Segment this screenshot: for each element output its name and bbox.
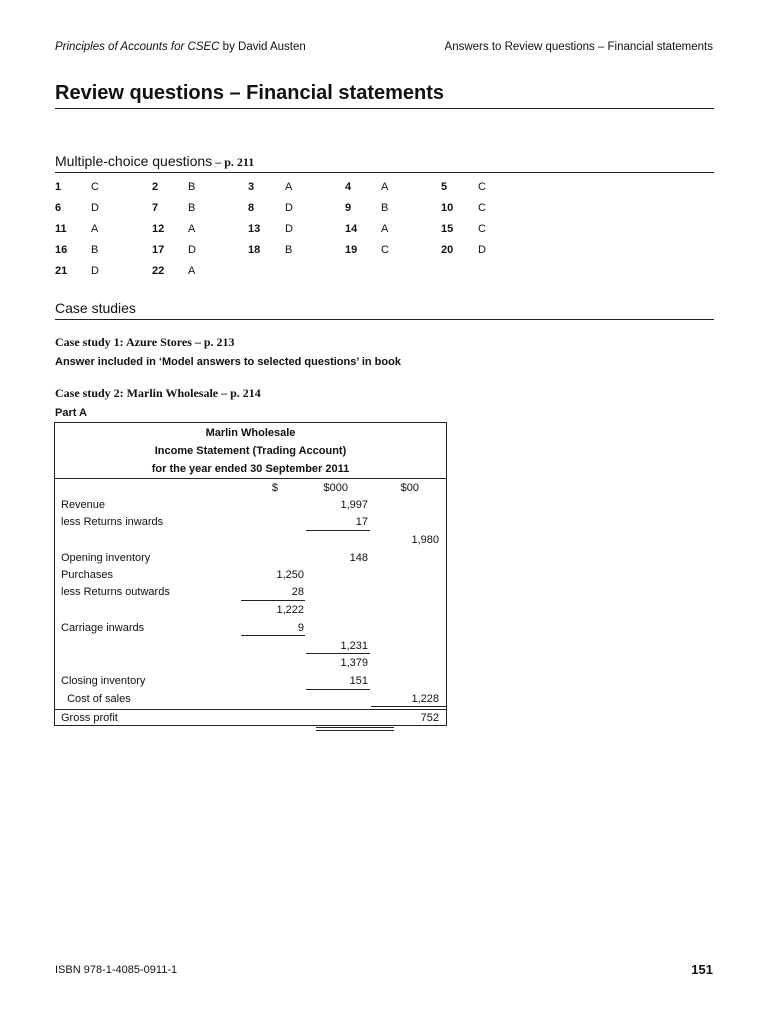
underline-closing-inventory [306, 689, 370, 690]
question-number: 7 [152, 202, 159, 214]
row-revenue-col2: 1,997 [340, 499, 368, 511]
answer-letter: C [381, 244, 389, 256]
row-label-closing-inventory: Closing inventory [61, 675, 146, 687]
case-study-1-note: Answer included in ‘Model answers to selected questions’ in book [55, 356, 401, 368]
question-number: 4 [345, 181, 352, 193]
case-study-1-title: Case study 1: Azure Stores – p. 213 [55, 335, 235, 349]
row-gross-profit-col3: 752 [420, 712, 439, 724]
question-number: 11 [55, 223, 67, 235]
answer-letter: D [478, 244, 486, 256]
question-number: 8 [248, 202, 255, 214]
question-number: 12 [152, 223, 165, 235]
row-net-purchases-col1: 1,222 [276, 604, 304, 616]
row-purchases-col1: 1,250 [276, 569, 304, 581]
answer-letter: A [188, 265, 196, 277]
row-label-returns-inwards: less Returns inwards [61, 516, 164, 528]
row-purchases-total-col2: 1,231 [340, 640, 368, 652]
answer-letter: C [478, 181, 486, 193]
col-header-hundreds: $00 [400, 482, 419, 494]
answer-letter: B [188, 202, 196, 214]
answer-letter: D [285, 202, 293, 214]
answer-letter: D [91, 202, 99, 214]
mcq-row [55, 181, 714, 202]
statement-period: for the year ended 30 September 2011 [151, 463, 350, 475]
question-number: 14 [345, 223, 358, 235]
book-title: Principles of Accounts for CSEC [55, 41, 220, 53]
running-header-right: Answers to Review questions – Financial statements [444, 41, 713, 53]
underline-cost-of-sales [371, 706, 447, 707]
title-rule [55, 108, 714, 109]
answer-letter: C [478, 202, 486, 214]
question-number: 6 [55, 202, 62, 214]
underline-returns-inwards [306, 530, 370, 531]
answer-letter: B [188, 181, 196, 193]
answer-letter: A [381, 223, 389, 235]
row-label-purchases: Purchases [61, 569, 113, 581]
answer-letter: A [91, 223, 99, 235]
row-cost-of-sales-col3: 1,228 [411, 693, 439, 705]
case-studies-rule [55, 319, 714, 320]
question-number: 18 [248, 244, 261, 256]
row-returns-inwards-col2: 17 [355, 516, 368, 528]
row-label-cost-of-sales: Cost of sales [61, 693, 131, 705]
question-number: 20 [441, 244, 454, 256]
answer-letter: B [381, 202, 389, 214]
row-net-revenue-col3: 1,980 [411, 534, 439, 546]
page-title: Review questions – Financial statements [55, 82, 445, 104]
mcq-row [55, 244, 714, 265]
row-carriage-inwards-col1: 9 [297, 622, 304, 634]
mcq-row [55, 223, 714, 244]
answer-letter: D [188, 244, 196, 256]
row-label-gross-profit: Gross profit [61, 712, 118, 724]
question-number: 2 [152, 181, 159, 193]
income-statement [54, 422, 447, 726]
underline-carriage-inwards [241, 635, 305, 636]
question-number: 5 [441, 181, 448, 193]
question-number: 10 [441, 202, 454, 214]
answer-letter: C [478, 223, 486, 235]
col-header-thousands: $000 [323, 482, 348, 494]
row-label-opening-inventory: Opening inventory [61, 552, 151, 564]
question-number: 22 [152, 265, 165, 277]
row-goods-available-col2: 1,379 [340, 657, 368, 669]
answer-letter: A [188, 223, 196, 235]
answer-letter: D [285, 223, 293, 235]
page-number: 151 [691, 962, 713, 977]
mcq-answer-grid [55, 181, 714, 286]
question-number: 3 [248, 181, 255, 193]
statement-title: Income Statement (Trading Account) [154, 445, 347, 457]
mcq-heading-text: Multiple-choice questions [55, 153, 213, 169]
mcq-row [55, 202, 714, 223]
underline-purchases-total [306, 653, 370, 654]
question-number: 15 [441, 223, 454, 235]
answer-letter: D [91, 265, 99, 277]
statement-header-rule [55, 478, 446, 479]
statement-company: Marlin Wholesale [205, 427, 296, 439]
question-number: 1 [55, 181, 62, 193]
row-opening-inventory-col2: 148 [349, 552, 368, 564]
running-header-left [55, 41, 306, 53]
mcq-page-ref: – p. 211 [212, 155, 255, 169]
mcq-row [55, 265, 714, 286]
question-number: 19 [345, 244, 358, 256]
mcq-rule [55, 172, 714, 173]
part-a-label: Part A [55, 407, 87, 419]
row-closing-inventory-col2: 151 [349, 675, 368, 687]
case-study-2-title: Case study 2: Marlin Wholesale – p. 214 [55, 386, 261, 400]
answer-letter: B [285, 244, 293, 256]
underline-returns-outwards [241, 600, 305, 601]
row-label-returns-outwards: less Returns outwards [61, 586, 170, 598]
case-studies-heading: Case studies [55, 300, 136, 316]
answer-letter: A [381, 181, 389, 193]
author: by David Austen [219, 41, 306, 53]
row-label-revenue: Revenue [61, 499, 106, 511]
mcq-heading [55, 153, 254, 170]
answer-letter: B [91, 244, 99, 256]
gross-profit-double-underline [316, 727, 394, 731]
isbn: ISBN 978-1-4085-0911-1 [55, 964, 178, 976]
question-number: 9 [345, 202, 352, 214]
row-returns-outwards-col1: 28 [291, 586, 304, 598]
answer-letter: A [285, 181, 293, 193]
question-number: 16 [55, 244, 68, 256]
question-number: 17 [152, 244, 165, 256]
question-number: 13 [248, 223, 261, 235]
col-header-dollar: $ [271, 482, 278, 494]
gross-profit-rule [55, 709, 446, 710]
answer-letter: C [91, 181, 99, 193]
question-number: 21 [55, 265, 68, 277]
row-label-carriage-inwards: Carriage inwards [61, 622, 145, 634]
